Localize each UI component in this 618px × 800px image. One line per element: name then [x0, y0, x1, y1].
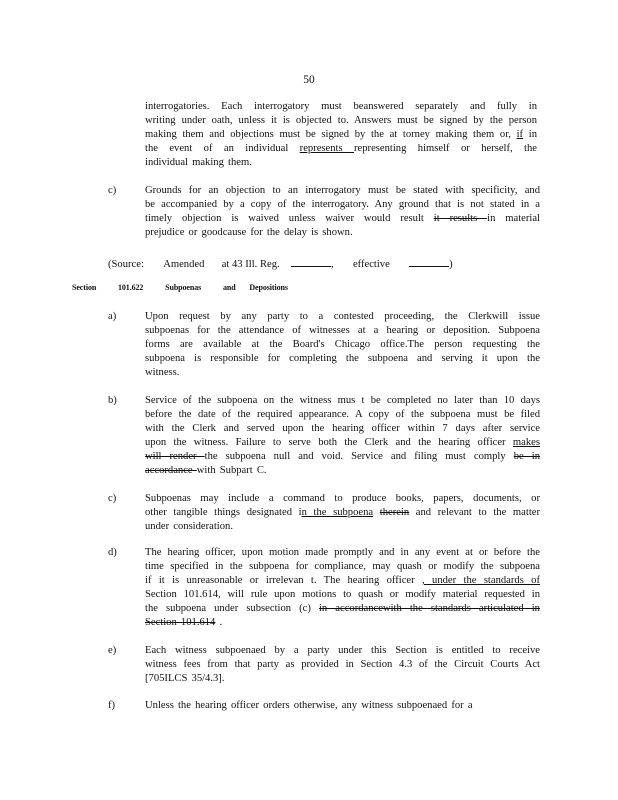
text-run: with the Clerk and served upon the hearing officer within 7 days after service: [145, 423, 540, 434]
text-line: [145, 408, 540, 422]
text-run: individual making them.: [145, 157, 252, 168]
source-note: [108, 256, 453, 270]
text-line: [145, 574, 540, 588]
item-text: [145, 310, 540, 380]
text-line: [145, 492, 540, 506]
source-reg: at 43 Ill. Reg.: [221, 259, 280, 270]
text-line: [145, 310, 540, 324]
page-number: 50: [303, 74, 315, 86]
item-c-objection-text: [145, 184, 540, 240]
text-run: Grounds for an objection to an interrogatory must be stated with specificity, and: [145, 185, 540, 196]
struck-text: it results: [433, 213, 488, 224]
text-line: [145, 422, 540, 436]
inserted-text: if: [516, 129, 524, 140]
text-run: upon the witness. Failure to serve both the Clerk and the hearing officer: [145, 437, 513, 448]
section-number: 101.622: [118, 283, 144, 292]
source-close: ): [449, 259, 453, 270]
text-run: with Subpart C.: [196, 465, 267, 476]
text-run: Upon request by any party to a contested proceeding, the Clerkwill issue: [145, 311, 540, 322]
text-run: witness fees from that party as provided in Section 4.3 of the Circuit Courts Act: [145, 659, 540, 670]
struck-text: Section 101.614: [145, 617, 216, 628]
inserted-text: n the subpoena: [301, 507, 374, 518]
text-line: [145, 100, 537, 114]
text-line: [145, 114, 537, 128]
text-line: [145, 128, 537, 142]
item-marker: c): [108, 493, 117, 504]
item-marker: a): [108, 311, 117, 322]
text-run: Subpoenas may include a command to produce books, papers, documents, or: [145, 493, 540, 504]
source-blank-2: [409, 256, 449, 267]
text-line: [145, 142, 537, 156]
text-line: [145, 644, 540, 658]
inserted-text: , under the standards of: [422, 575, 541, 586]
text-run: timely objection is waived unless waiver would result: [145, 213, 434, 224]
source-amended: Amended: [163, 259, 205, 270]
text-line: [145, 546, 540, 560]
text-run: Section 101.614, will rule upon motions to quash or modify material requested in: [145, 589, 540, 600]
text-line: [145, 394, 540, 408]
text-run: subpoenas for the attendance of witnesses at a hearing or deposition. Subpoena: [145, 325, 540, 336]
item-c-marker: c): [108, 185, 117, 196]
text-line: [145, 602, 540, 616]
text-line: [145, 352, 540, 366]
section-heading: [72, 283, 288, 292]
struck-text: will render: [145, 451, 205, 462]
struck-text: therein: [379, 507, 410, 518]
text-line: [145, 436, 540, 450]
text-run: prejudice or goodcause for the delay is shown.: [145, 227, 353, 238]
text-line: [145, 699, 540, 713]
text-run: before the date of the required appearance. A copy of the subpoena must be filed: [145, 409, 540, 420]
text-line: [145, 672, 540, 686]
section-label: Section: [72, 283, 97, 292]
text-line: [145, 198, 540, 212]
item-marker: d): [108, 547, 117, 558]
source-open: (Source:: [108, 259, 144, 270]
text-run: under consideration.: [145, 521, 233, 532]
text-line: [145, 226, 540, 240]
source-effective: effective: [352, 259, 390, 270]
item-text: [145, 546, 540, 630]
item-text: [145, 394, 540, 478]
inserted-text: represents: [299, 143, 355, 154]
struck-text: be in: [513, 451, 541, 462]
item-text: [145, 699, 540, 713]
text-run: forms are available at the Board's Chicago office.The person requesting the: [145, 339, 540, 350]
text-run: representing himself or herself, the: [354, 143, 538, 154]
item-marker: e): [108, 645, 117, 656]
text-run: making them and objections must be signed by the at torney making them or,: [145, 129, 517, 140]
text-line: [145, 324, 540, 338]
item-marker: b): [108, 395, 117, 406]
item-text: [145, 644, 540, 686]
text-run: Each witness subpoenaed by a party under this Section is entitled to receive: [145, 645, 540, 656]
text-line: [145, 588, 540, 602]
text-run: other tangible things designated i: [145, 507, 302, 518]
text-line: [145, 464, 540, 478]
item-marker: f): [108, 700, 116, 711]
text-line: [145, 184, 540, 198]
text-run: the subpoena null and void. Service and filing must comply: [204, 451, 514, 462]
item-text: [145, 492, 540, 534]
text-run: witness.: [145, 367, 180, 378]
text-line: [145, 156, 537, 170]
text-run: Service of the subpoena on the witness mus t be completed no later than 10 days: [145, 395, 540, 406]
text-run: in: [523, 129, 537, 140]
text-run: and relevant to the matter: [409, 507, 540, 518]
text-run: if it is unreasonable or irrelevan t. The hearing officer: [145, 575, 423, 586]
section-title-depositions: Depositions: [249, 283, 288, 292]
text-line: [145, 212, 540, 226]
text-run: [373, 507, 380, 518]
text-run: .: [215, 617, 223, 628]
text-line: [145, 506, 540, 520]
text-run: the event of an individual: [145, 143, 300, 154]
text-run: The hearing officer, upon motion made promptly and in any event at or before the: [145, 547, 540, 558]
text-run: the subpoena under subsection (c): [145, 603, 319, 614]
text-line: [145, 338, 540, 352]
text-run: writing under oath, unless it is objected to. Answers must be signed by the person: [145, 115, 537, 126]
text-run: time specified in the subpoena for compliance, may quash or modify the subpoena: [145, 561, 540, 572]
section-title-subpoenas: Subpoenas: [165, 283, 202, 292]
interrogatories-continuation: [145, 100, 537, 170]
source-blank-1: [291, 256, 331, 267]
text-run: in material: [487, 213, 540, 224]
text-line: [145, 658, 540, 672]
text-run: be accompanied by a copy of the interrogatory. Any ground that is not stated in a: [145, 199, 540, 210]
source-comma: ,: [330, 259, 334, 270]
text-line: [145, 560, 540, 574]
text-line: [145, 450, 540, 464]
text-run: [705ILCS 35/4.3].: [145, 673, 225, 684]
inserted-text: makes: [512, 437, 540, 448]
section-title-and: and: [222, 283, 236, 292]
text-line: [145, 616, 540, 630]
text-line: [145, 520, 540, 534]
text-run: subpoena is responsible for completing the subpoena and serving it upon the: [145, 353, 540, 364]
text-run: interrogatories. Each interrogatory must beanswered separately and fully in: [145, 101, 537, 112]
struck-text: accordance: [145, 465, 197, 476]
text-run: Unless the hearing officer orders otherwise, any witness subpoenaed for a: [145, 700, 473, 711]
struck-text: in accordancewith the standards articulated in: [318, 603, 540, 614]
text-line: [145, 366, 540, 380]
